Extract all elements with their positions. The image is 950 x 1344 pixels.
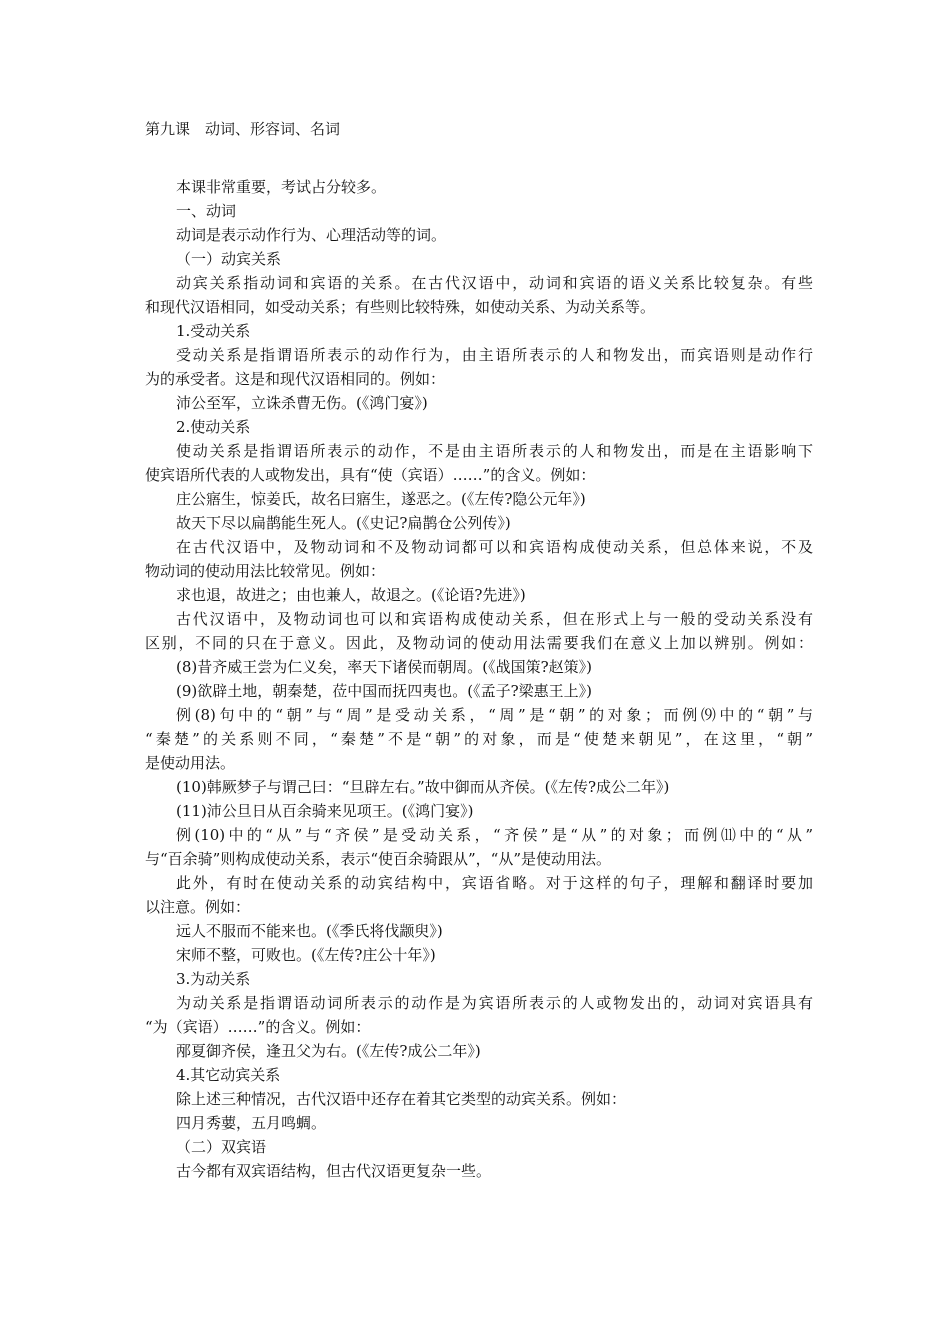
text-line: 四月秀葽，五月鸣蜩。 — [176, 1114, 327, 1132]
text-line: “秦楚”的关系则不同，“秦楚”不是“朝”的对象，而是“使楚来朝见”，在这里，“朝” — [145, 730, 813, 748]
text-line: (11)沛公旦日从百余骑来见项王。(《鸿门宴》) — [176, 802, 474, 820]
text-line: 动词是表示动作行为、心理活动等的词。 — [176, 226, 447, 244]
text-line: 2.使动关系 — [176, 418, 251, 436]
text-line: （二）双宾语 — [176, 1138, 267, 1156]
text-line: (9)欲辟土地，朝秦楚，莅中国而抚四夷也。(《孟子?梁惠王上》) — [176, 682, 592, 700]
text-line: 物动词的使动用法比较常见。例如： — [145, 562, 386, 580]
text-line: 古今都有双宾语结构，但古代汉语更复杂一些。 — [176, 1162, 492, 1180]
text-line: (10)韩厥梦子与谓己曰：“旦辟左右。”故中御而从齐侯。(《左传?成公二年》) — [176, 778, 670, 796]
text-line: 例(10)中的“从”与“齐侯”是受动关系，“齐侯”是“从”的对象；而例⑾中的“从” — [176, 826, 813, 844]
text-line: 例(8)句中的“朝”与“周”是受动关系，“周”是“朝”的对象；而例⑼中的“朝”与 — [176, 706, 813, 724]
text-line: 除上述三种情况，古代汉语中还存在着其它类型的动宾关系。例如： — [176, 1090, 627, 1108]
text-line: (8)昔齐威王尝为仁义矣，率天下诸侯而朝周。(《战国策?赵策》) — [176, 658, 592, 676]
text-line: 1.受动关系 — [176, 322, 251, 340]
text-line: 使宾语所代表的人或物发出，具有“使（宾语）……”的含义。例如： — [145, 466, 596, 484]
text-line: 是使动用法。 — [145, 754, 236, 772]
document-page — [145, 117, 813, 1183]
text-line: 3.为动关系 — [176, 970, 251, 988]
text-line: 动宾关系指动词和宾语的关系。在古代汉语中，动词和宾语的语义关系比较复杂。有些 — [176, 274, 813, 292]
text-line: 故天下尽以扁鹊能生死人。(《史记?扁鹊仓公列传》) — [176, 514, 511, 532]
text-line: 沛公至军，立诛杀曹无伤。(《鸿门宴》) — [176, 394, 428, 412]
text-line: “为（宾语）……”的含义。例如： — [145, 1018, 371, 1036]
text-line: 为动关系是指谓语动词所表示的动作是为宾语所表示的人或物发出的，动词对宾语具有 — [176, 994, 813, 1012]
text-line: 使动关系是指谓语所表示的动作，不是由主语所表示的人和物发出，而是在主语影响下 — [176, 442, 813, 460]
text-line: 为的承受者。这是和现代汉语相同的。例如： — [145, 370, 446, 388]
text-line: 庄公寤生，惊姜氏，故名曰寤生，遂恶之。(《左传?隐公元年》) — [176, 490, 586, 508]
text-line: 一、动词 — [176, 202, 237, 220]
text-line: （一）动宾关系 — [176, 250, 282, 268]
text-line: 4.其它动宾关系 — [176, 1066, 281, 1084]
text-line: 此外，有时在使动关系的动宾结构中，宾语省略。对于这样的句子，理解和翻译时要加 — [176, 874, 813, 892]
text-line: 以注意。例如： — [145, 898, 251, 916]
document-body — [145, 175, 813, 1183]
text-line: 受动关系是指谓语所表示的动作行为，由主语所表示的人和物发出，而宾语则是动作行 — [176, 346, 813, 364]
text-line: 和现代汉语相同，如受动关系；有些则比较特殊，如使动关系、为动关系等。 — [145, 298, 656, 316]
text-line: 宋师不整，可败也。(《左传?庄公十年》) — [176, 946, 436, 964]
lesson-title: 第九课 动词、形容词、名词 — [145, 120, 341, 138]
text-line: 在古代汉语中，及物动词和不及物动词都可以和宾语构成使动关系，但总体来说，不及 — [176, 538, 813, 556]
text-line: 本课非常重要，考试占分较多。 — [176, 178, 387, 196]
text-line: 古代汉语中，及物动词也可以和宾语构成使动关系，但在形式上与一般的受动关系没有 — [176, 610, 813, 628]
text-line: 远人不服而不能来也。(《季氏将伐颛臾》) — [176, 922, 443, 940]
text-line: 求也退，故进之；由也兼人，故退之。(《论语?先进》) — [176, 586, 526, 604]
text-line: 区别，不同的只在于意义。因此，及物动词的使动用法需要我们在意义上加以辨别。例如： — [145, 634, 813, 652]
text-line: 与“百余骑”则构成使动关系，表示“使百余骑跟从”，“从”是使动用法。 — [145, 850, 612, 868]
text-line: 邴夏御齐侯，逢丑父为右。(《左传?成公二年》) — [176, 1042, 481, 1060]
